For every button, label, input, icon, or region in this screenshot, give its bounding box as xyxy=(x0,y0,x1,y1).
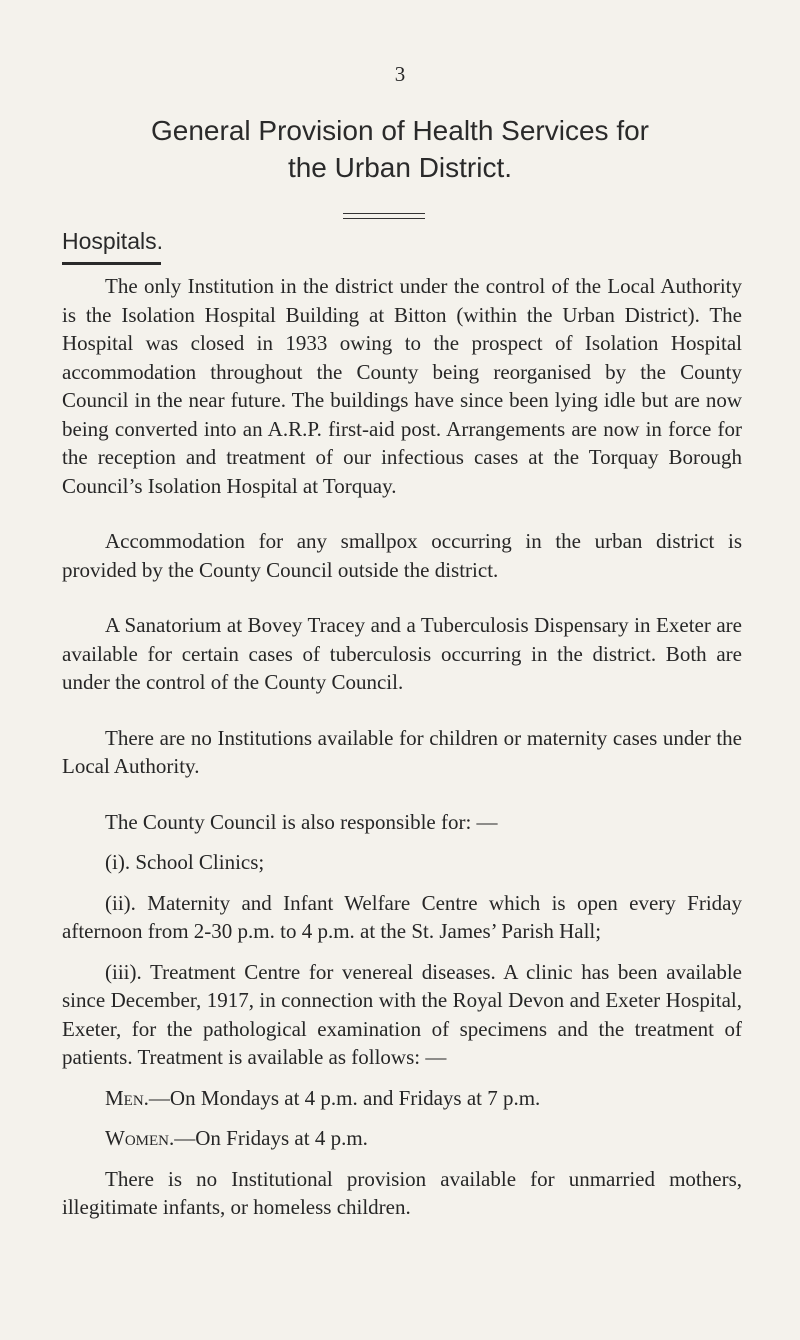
section-title-underline xyxy=(62,262,161,265)
paragraph-children-maternity: There are no Institutions available for children or maternity cases under the Local Authority. xyxy=(62,725,742,778)
page-heading-line-1: General Provision of Health Services for xyxy=(151,115,649,146)
schedule-men-text: —On Mondays at 4 p.m. and Fridays at 7 p.m. xyxy=(148,1085,541,1110)
paragraph-smallpox: Accommodation for any smallpox occurring in the urban district is provided by the County Council outside the district. xyxy=(62,529,742,582)
schedule-men xyxy=(105,1084,742,1113)
decorative-rule-bottom xyxy=(343,218,425,219)
page-number: 3 xyxy=(394,62,406,86)
schedule-women xyxy=(105,1124,742,1153)
section-title: Hospitals. xyxy=(62,228,163,254)
paragraph-tuberculosis: A Sanatorium at Bovey Tracey and a Tuberculosis Dispensary in Exeter are available for certain cases of tuberculosis occurring in the district. Both are under the control of the County Council. xyxy=(62,613,742,694)
schedule-women-label: Women. xyxy=(105,1126,175,1150)
decorative-rule-top xyxy=(343,213,425,214)
page-heading xyxy=(60,112,740,186)
list-item-school-clinics: (i). School Clinics; xyxy=(105,850,265,874)
list-item-treatment-centre: (iii). Treatment Centre for venereal diseases. A clinic has been available since December, 1917, in connection with the Royal Devon and Exeter Hospital, Exeter, for the pathological examination of specimens and the treatment of patients. Treatment is available as follows: — xyxy=(62,959,742,1069)
paragraph-unmarried-mothers: There is no Institutional provision available for unmarried mothers, illegitimate infants, or homeless children. xyxy=(62,1166,742,1219)
body-text xyxy=(62,272,742,1249)
schedule-women-text: —On Fridays at 4 p.m. xyxy=(174,1126,368,1150)
page-heading-line-2: the Urban District. xyxy=(287,152,513,183)
paragraph-county-responsibilities: The County Council is also responsible for: — xyxy=(105,809,498,834)
schedule-men-label: Men. xyxy=(105,1085,149,1110)
paragraph-isolation-hospital: The only Institution in the district under the control of the Local Authority is the Isolation Hospital Building at Bitton (within the Urban District). The Hospital was closed in 1933 owing to the prospect of Isolation Hospital accommodation throughout the County being reorganised by the County Council in the near future. The buildings have since been lying idle but are now being converted into an A.R.P. first-aid post. Arrangements are now in force for the reception and treatment of our infectious cases at the Torquay Borough Council’s Isolation Hospital at Torquay. xyxy=(62,274,742,498)
list-item-welfare-centre: (ii). Maternity and Infant Welfare Centre which is open every Friday afternoon from 2-30 p.m. to 4 p.m. at the St. James’ Parish Hall; xyxy=(62,890,742,943)
